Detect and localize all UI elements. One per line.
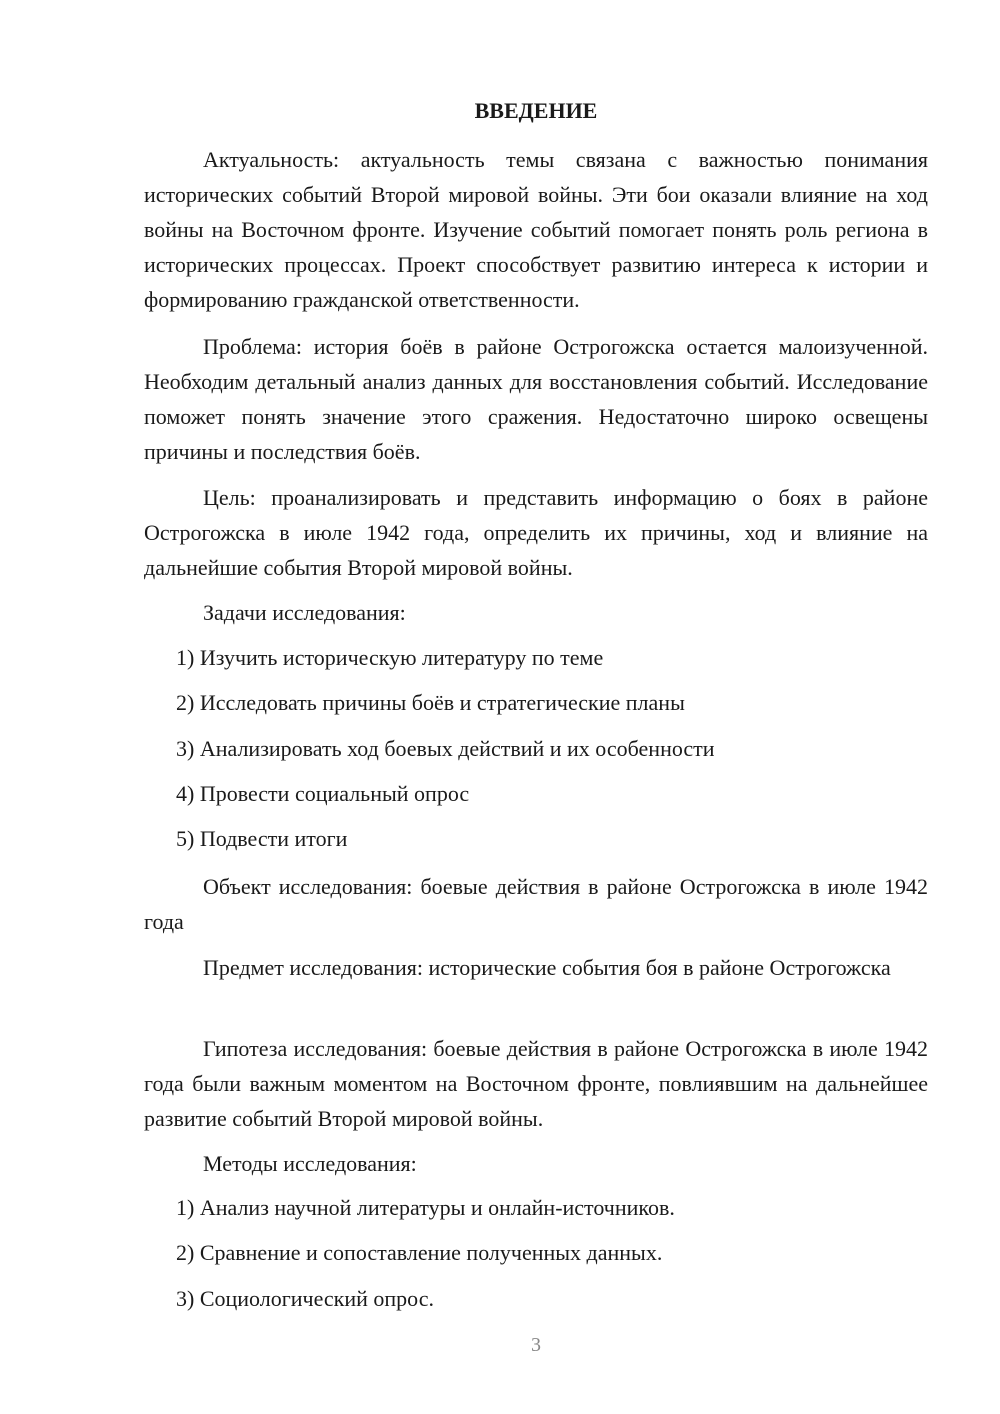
subject-paragraph: Предмет исследования: исторические события боя в районе Острогожска [203,955,891,980]
relevance-paragraph: Актуальность: актуальность темы связана с важностью понимания исторических событий Второй мировой войны. Эти бои оказали влияние на ход войны на Восточном фронте. Изучение событий помогает понять роль региона в исторических процессах. Проект способствует развитию интереса к истории и формированию гражданской ответственности. [144,147,928,312]
methods-heading: Методы исследования: [203,1151,417,1176]
hypothesis-paragraph: Гипотеза исследования: боевые действия в районе Острогожска в июле 1942 года были важным моментом на Восточном фронте, повлиявшим на дальнейшее развитие событий Второй мировой войны. [144,1036,928,1131]
goal-paragraph: Цель: проанализировать и представить информацию о боях в районе Острогожска в июле 1942 года, определить их причины, ход и влияние на дальнейшие события Второй мировой войны. [144,485,928,580]
tasks-heading: Задачи исследования: [203,600,406,625]
object-paragraph: Объект исследования: боевые действия в районе Острогожска в июле 1942 года [144,874,928,934]
problem-paragraph: Проблема: история боёв в районе Острогожска остается малоизученной. Необходим детальный анализ данных для восстановления событий. Исследование поможет понять значение этого сражения. Недостаточно широко освещены причины и последствия боёв. [144,334,928,464]
section-title: ВВЕДЕНИЕ [474,98,598,123]
task-item: 2) Исследовать причины боёв и стратегические планы [176,690,685,715]
method-item: 3) Социологический опрос. [176,1286,434,1311]
method-item: 2) Сравнение и сопоставление полученных данных. [176,1240,663,1265]
document-page [144,0,928,1414]
task-item: 5) Подвести итоги [176,826,348,851]
task-item: 1) Изучить историческую литературу по теме [176,645,604,670]
method-item: 1) Анализ научной литературы и онлайн-источников. [176,1195,675,1220]
page-number: 3 [531,1334,541,1356]
task-item: 3) Анализировать ход боевых действий и их особенности [176,736,715,761]
task-item: 4) Провести социальный опрос [176,781,470,806]
